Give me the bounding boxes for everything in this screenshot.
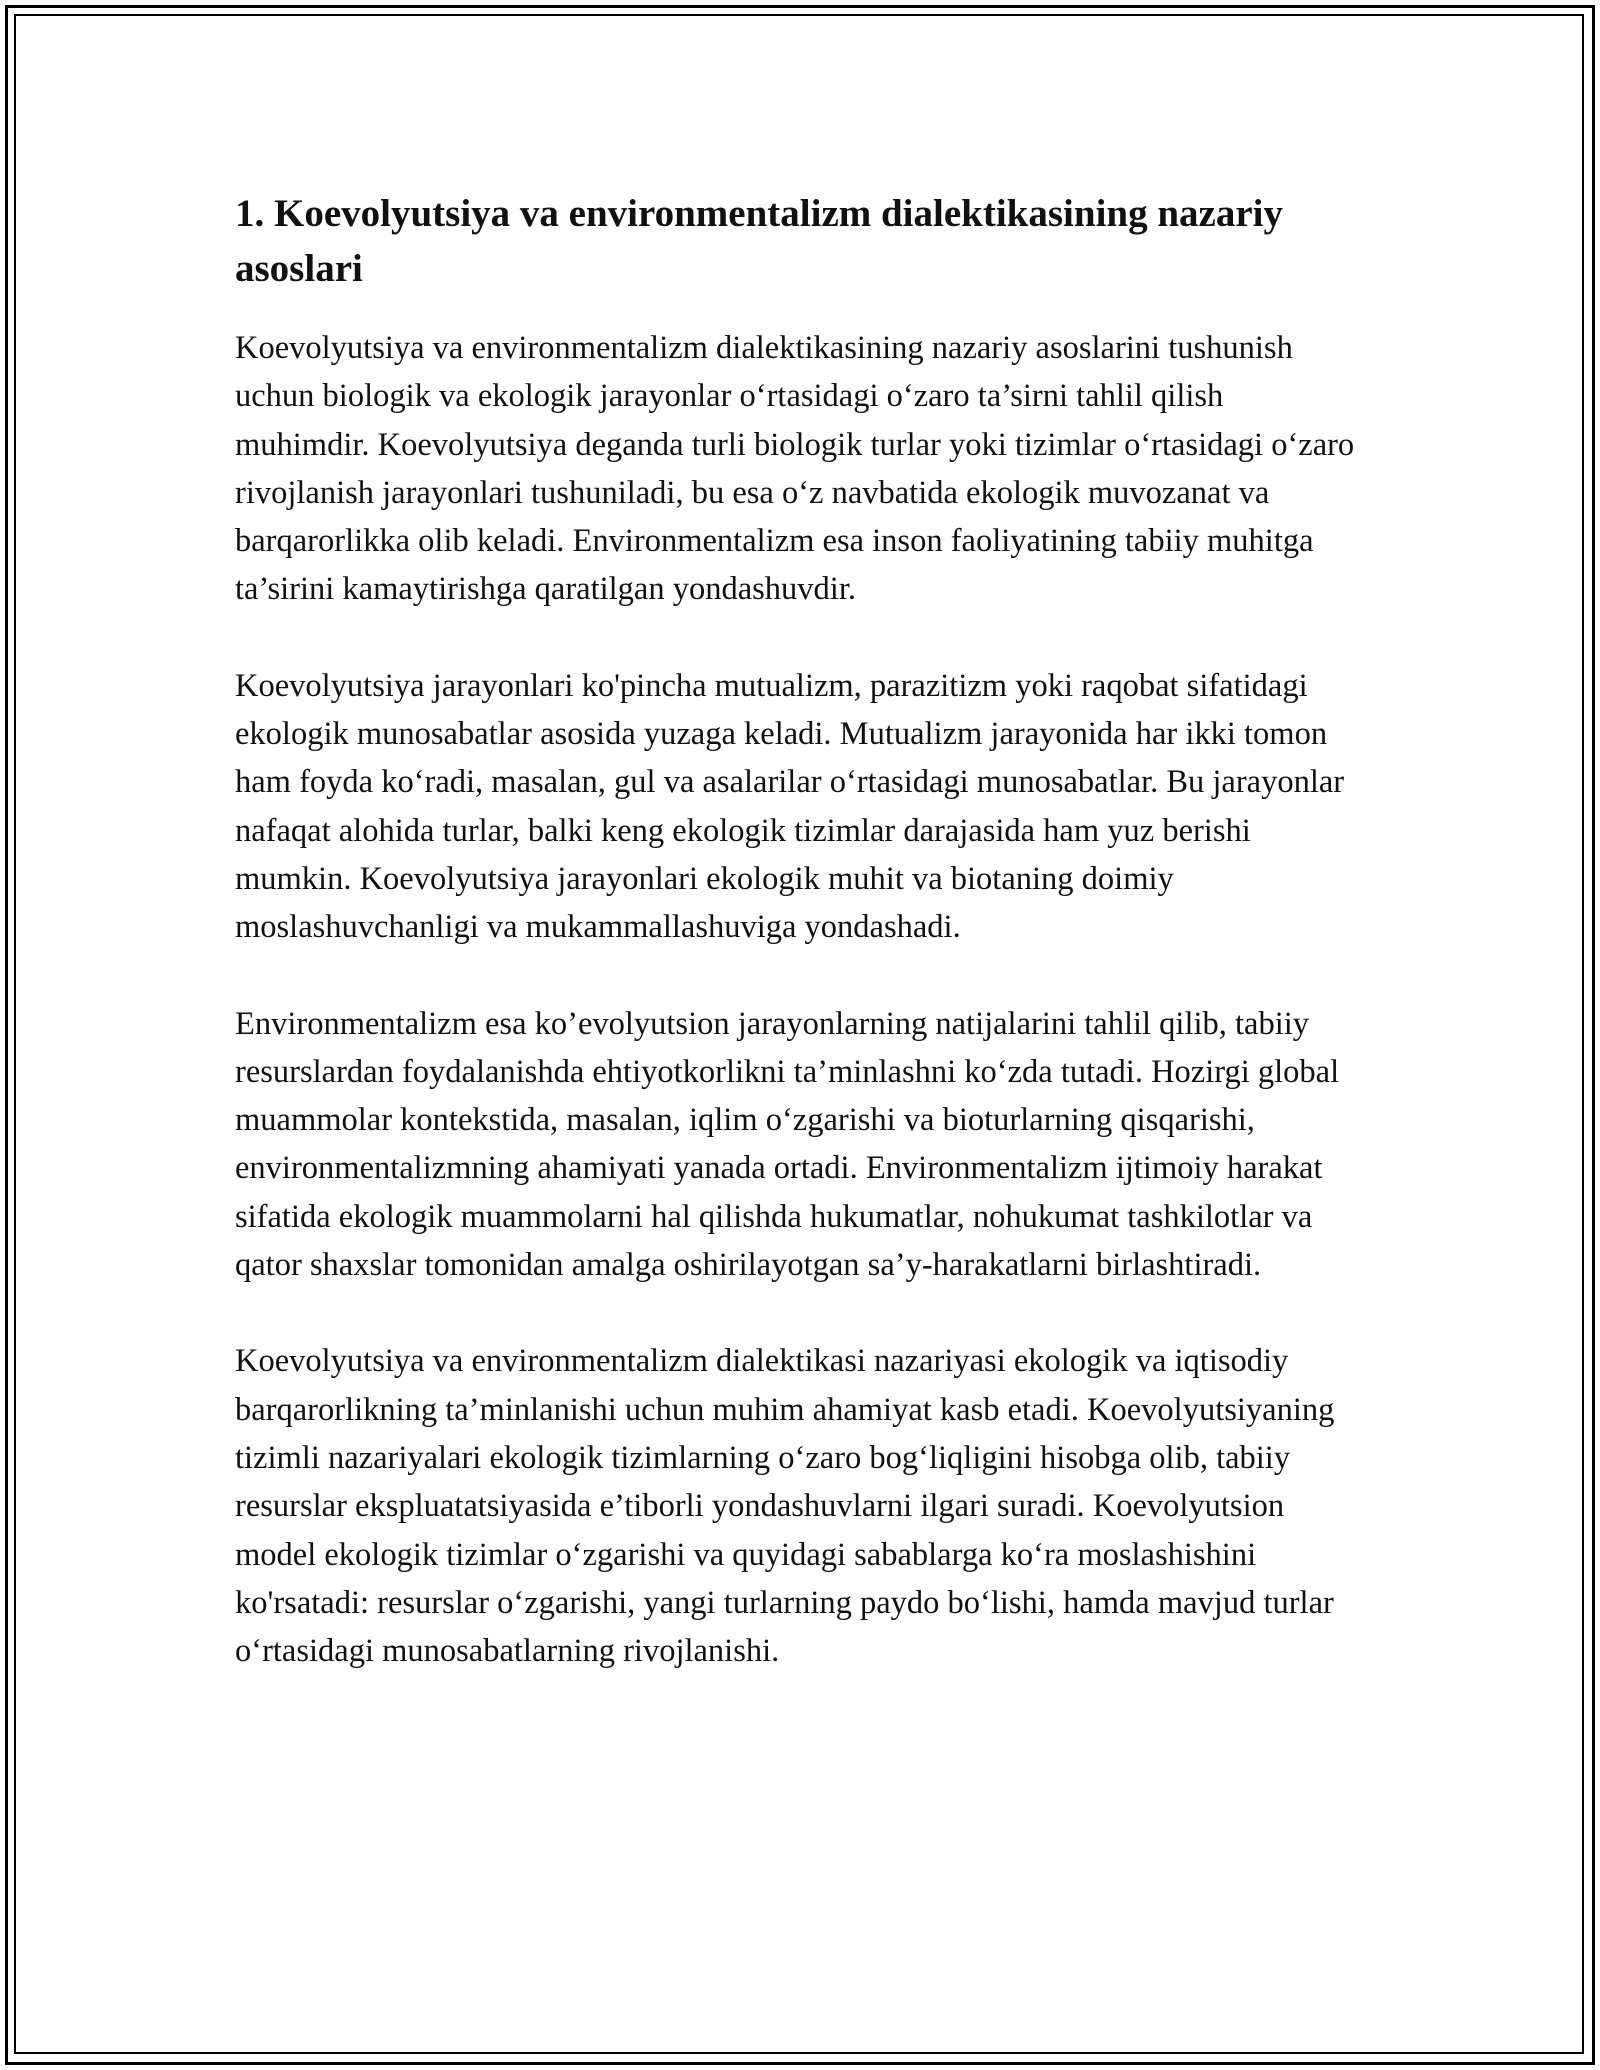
paragraph-1: Koevolyutsiya va environmentalizm dialektikasining nazariy asoslarini tushunish uchun biologik va ekologik jarayonlar o‘rtasidagi o‘zaro ta’sirni tahlil qilish muhimdir. Koevolyutsiya deganda turli biologik turlar yoki tizimlar o‘rtasidagi o‘zaro rivojlanish jarayonlari tushuniladi, bu esa o‘z navbatida ekologik muvozanat va barqarorlikka olib keladi. Environmentalizm esa inson faoliyatining tabiiy muhitga ta’sirini kamaytirishga qaratilgan yondashuvdir.: [235, 330, 1355, 608]
paragraph-3: Environmentalizm esa ko’evolyutsion jarayonlarning natijalarini tahlil qilib, tabiiy resurslardan foydalanishda ehtiyotkorlikni ta’minlashni ko‘zda tutadi. Hozirgi global muammolar kontekstida, masalan, iqlim o‘zgarishi va bioturlarning qisqarishi, environmentalizmning ahamiyati yanada ortadi. Environmentalizm ijtimoiy harakat sifatida ekologik muammolarni hal qilishda hukumatlar, nohukumat tashkilotlar va qator shaxslar tomonidan amalga oshirilayotgan sa’y-harakatlarni birlashtiradi.: [235, 1005, 1340, 1284]
paragraph-4: Koevolyutsiya va environmentalizm dialektikasi nazariyasi ekologik va iqtisodiy barqarorlikning ta’minlanishi uchun muhim ahamiyat kasb etadi. Koevolyutsiyaning tizimli nazariyalari ekologik tizimlarning o‘zaro bog‘liqligini hisobga olib, tabiiy resurslar ekspluatatsiyasida e’tiborli yondashuvlarni ilgari suradi. Koevolyutsion model ekologik tizimlar o‘zgarishi va quyidagi sabablarga ko‘ra moslashishini ko'rsatadi: resurslar o‘zgarishi, yangi turlarning paydo bo‘lishi, hamda mavjud turlar o‘rtasidagi munosabatlarning rivojlanishi.: [235, 1343, 1335, 1670]
document-body: [235, 186, 1365, 1723]
paragraph-2: Koevolyutsiya jarayonlari ko'pincha mutualizm, parazitizm yoki raqobat sifatidagi ekologik munosabatlar asosida yuzaga keladi. Mutualizm jarayonida har ikki tomon ham foyda ko‘radi, masalan, gul va asalarilar o‘rtasidagi munosabatlar. Bu jarayonlar nafaqat alohida turlar, balki keng ekologik tizimlar darajasida ham yuz berishi mumkin. Koevolyutsiya jarayonlari ekologik muhit va biotaning doimiy moslashuvchanligi va mukammallashuviga yondashadi.: [235, 667, 1345, 946]
section-title: 1. Koevolyutsiya va environmentalizm dialektikasining nazariy asoslari: [235, 192, 1283, 290]
